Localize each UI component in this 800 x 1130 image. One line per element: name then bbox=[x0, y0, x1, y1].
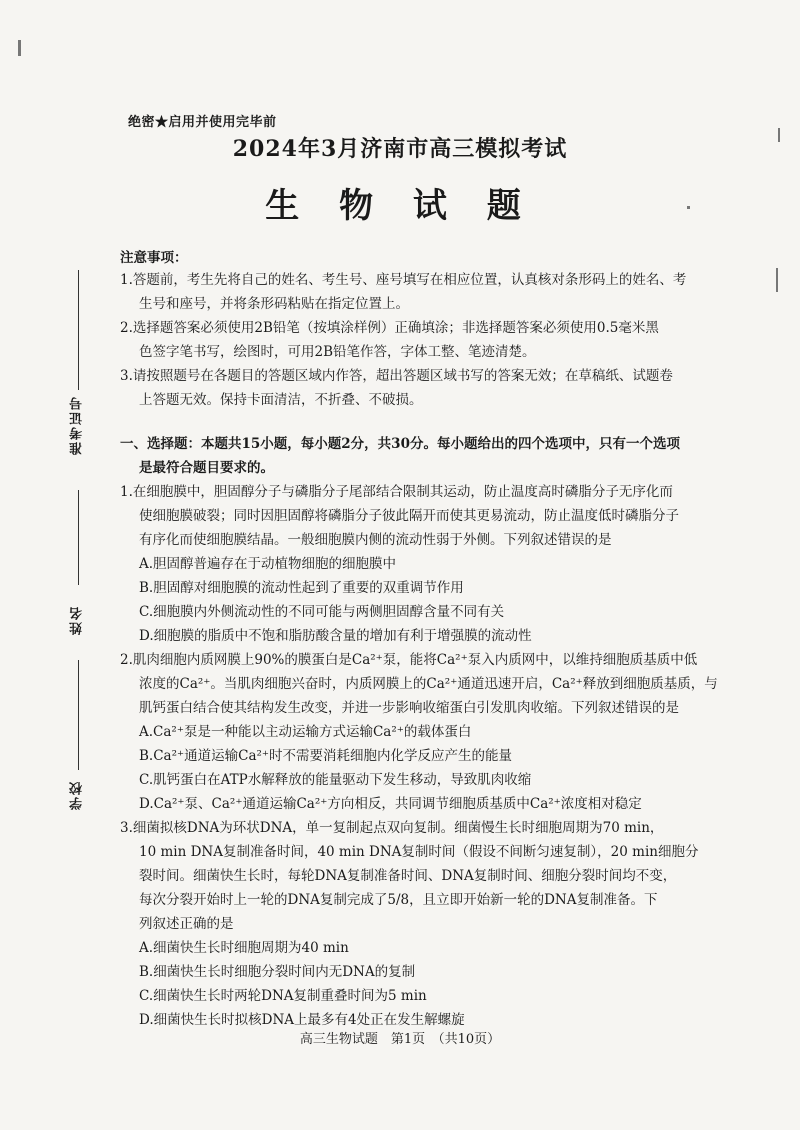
question-3-stem: 3.细菌拟核DNA为环状DNA，单一复制起点双向复制。细菌慢生长时细胞周期为70 min， bbox=[120, 820, 664, 836]
exam-title: 2024年3月济南市高三模拟考试 bbox=[232, 136, 568, 162]
question-3-option-a: A.细菌快生长时细胞周期为40 min bbox=[139, 940, 349, 956]
question-3-stem: 裂时间。细菌快生长时，每轮DNA复制准备时间、DNA复制时间、细胞分裂时间均不变， bbox=[139, 868, 677, 884]
question-2-stem: 肌钙蛋白结合使其结构发生改变，并进一步影响收缩蛋白引发肌肉收缩。下列叙述错误的是 bbox=[139, 700, 679, 716]
question-1-option-b: B.胆固醇对细胞膜的流动性起到了重要的双重调节作用 bbox=[139, 580, 464, 596]
school-fill-line bbox=[78, 660, 79, 770]
name-fill-line bbox=[78, 490, 79, 585]
question-1-option-a: A.胆固醇普遍存在于动植物细胞的细胞膜中 bbox=[139, 556, 397, 572]
question-1-stem: 有序化而使细胞膜结晶。一般细胞膜内侧的流动性弱于外侧。下列叙述错误的是 bbox=[139, 532, 612, 548]
section-heading: 一、选择题：本题共15小题，每小题2分，共30分。每小题给出的四个选项中，只有一个选项 bbox=[120, 436, 680, 452]
question-2-option-d: D.Ca²⁺泵、Ca²⁺通道运输Ca²⁺方向相反，共同调节细胞质基质中Ca²⁺浓度相对稳定 bbox=[139, 796, 642, 812]
notice-heading: 注意事项： bbox=[120, 250, 188, 266]
notice-item: 2.选择题答案必须使用2B铅笔（按填涂样例）正确填涂；非选择题答案必须使用0.5毫米黑 bbox=[120, 320, 659, 336]
question-2-stem: 2.肌肉细胞内质网膜上90%的膜蛋白是Ca²⁺泵，能将Ca²⁺泵入内质网中，以维持细胞质基质中低 bbox=[120, 652, 698, 668]
question-1-option-c: C.细胞膜内外侧流动性的不同可能与两侧胆固醇含量不同有关 bbox=[139, 604, 505, 620]
exam-no-fill-line bbox=[78, 270, 79, 390]
name-label: 姓名 bbox=[70, 605, 85, 635]
question-3-stem: 10 min DNA复制准备时间，40 min DNA复制时间（假设不间断匀速复制），20 min细胞分 bbox=[139, 844, 699, 860]
question-2-option-b: B.Ca²⁺通道运输Ca²⁺时不需要消耗细胞内化学反应产生的能量 bbox=[139, 748, 513, 764]
notice-item: 3.请按照题号在各题目的答题区域内作答，超出答题区域书写的答案无效；在草稿纸、试题卷 bbox=[120, 368, 673, 384]
scan-mark bbox=[776, 268, 778, 292]
question-3-stem: 列叙述正确的是 bbox=[139, 916, 234, 932]
question-3-option-d: D.细菌快生长时拟核DNA上最多有4处正在发生解螺旋 bbox=[139, 1012, 465, 1028]
question-2-option-a: A.Ca²⁺泵是一种能以主动运输方式运输Ca²⁺的载体蛋白 bbox=[139, 724, 472, 740]
question-3-option-c: C.细菌快生长时两轮DNA复制重叠时间为5 min bbox=[139, 988, 427, 1004]
notice-item: 色签字笔书写，绘图时，可用2B铅笔作答，字体工整、笔迹清楚。 bbox=[139, 344, 536, 360]
scan-mark bbox=[778, 128, 780, 142]
subject-title: 生 物 试 题 bbox=[265, 186, 535, 226]
exam-no-label: 准考证号 bbox=[70, 395, 85, 455]
question-1-stem: 1.在细胞膜中，胆固醇分子与磷脂分子尾部结合限制其运动，防止温度高时磷脂分子无序化而 bbox=[120, 484, 673, 500]
page-footer: 高三生物试题 第1页 （共10页） bbox=[299, 1032, 501, 1047]
question-2-stem: 浓度的Ca²⁺。当肌肉细胞兴奋时，内质网膜上的Ca²⁺通道迅速开启，Ca²⁺释放到细胞质基质，与 bbox=[139, 676, 718, 692]
confidential-note: 绝密★启用并使用完毕前 bbox=[128, 115, 277, 130]
notice-item: 1.答题前，考生先将自己的姓名、考生号、座号填写在相应位置，认真核对条形码上的姓名、考 bbox=[120, 272, 687, 288]
question-1-stem: 使细胞膜破裂；同时因胆固醇将磷脂分子彼此隔开而使其更易流动，防止温度低时磷脂分子 bbox=[139, 508, 679, 524]
notice-item: 上答题无效。保持卡面清洁，不折叠、不破损。 bbox=[139, 392, 423, 408]
question-2-option-c: C.肌钙蛋白在ATP水解释放的能量驱动下发生移动，导致肌肉收缩 bbox=[139, 772, 532, 788]
school-label: 学校 bbox=[70, 780, 85, 810]
question-3-stem: 每次分裂开始时上一轮的DNA复制完成了5/8，且立即开始新一轮的DNA复制准备。下 bbox=[139, 892, 658, 908]
section-heading-cont: 是最符合题目要求的。 bbox=[139, 460, 274, 476]
scan-mark bbox=[18, 40, 21, 56]
scan-mark bbox=[687, 206, 690, 209]
notice-item: 生号和座号，并将条形码粘贴在指定位置上。 bbox=[139, 296, 409, 312]
question-3-option-b: B.细菌快生长时细胞分裂时间内无DNA的复制 bbox=[139, 964, 416, 980]
question-1-option-d: D.细胞膜的脂质中不饱和脂肪酸含量的增加有利于增强膜的流动性 bbox=[139, 628, 532, 644]
